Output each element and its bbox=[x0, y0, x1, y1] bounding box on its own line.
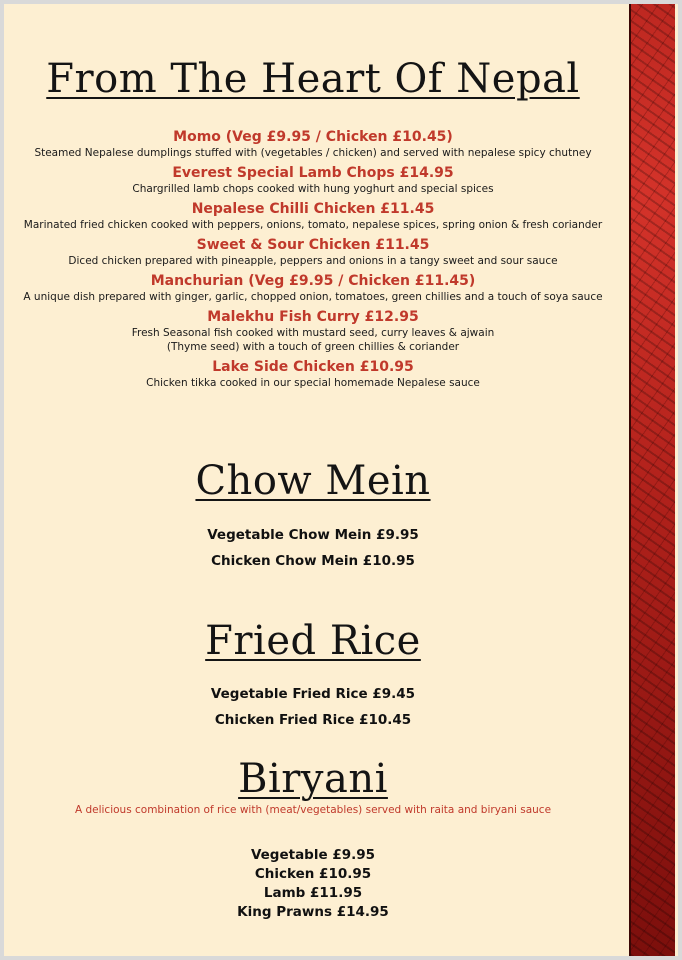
dish-name: Lake Side Chicken £10.95 bbox=[212, 359, 414, 375]
chow-mein-list bbox=[4, 522, 622, 574]
biryani-description: A delicious combination of rice with (meat/vegetables) served with raita and biryani sauce bbox=[74, 804, 552, 816]
menu-item: Vegetable Fried Rice £9.45 bbox=[210, 686, 416, 702]
menu-item: Vegetable £9.95 bbox=[250, 847, 376, 863]
fried-rice-list bbox=[4, 681, 622, 733]
dish-description: Steamed Nepalese dumplings stuffed with (vegetables / chicken) and served with nepalese spicy chutney bbox=[34, 147, 592, 159]
dish-item bbox=[4, 236, 622, 268]
dish-name: Nepalese Chilli Chicken £11.45 bbox=[191, 201, 435, 217]
dish-item bbox=[4, 164, 622, 196]
dish-item bbox=[4, 358, 622, 390]
dish-description: (Thyme seed) with a touch of green chillies & coriander bbox=[166, 341, 460, 353]
dish-description: A unique dish prepared with ginger, garlic, chopped onion, tomatoes, green chillies and a touch of soya sauce bbox=[23, 291, 603, 303]
menu-item: Vegetable Chow Mein £9.95 bbox=[207, 527, 419, 543]
section-title-fried-rice: Fried Rice bbox=[205, 618, 421, 664]
dish-description: Chicken tikka cooked in our special homemade Nepalese sauce bbox=[146, 377, 480, 389]
menu-item: Chicken Fried Rice £10.45 bbox=[214, 712, 412, 728]
dish-item bbox=[4, 272, 622, 304]
menu-page bbox=[4, 4, 678, 956]
dish-description: Marinated fried chicken cooked with peppers, onions, tomato, nepalese spices, spring onion & fresh coriander bbox=[23, 219, 603, 231]
dish-name: Manchurian (Veg £9.95 / Chicken £11.45) bbox=[150, 273, 476, 289]
dish-description: Chargrilled lamb chops cooked with hung yoghurt and special spices bbox=[132, 183, 494, 195]
menu-item: King Prawns £14.95 bbox=[237, 904, 389, 920]
section-title-biryani: Biryani bbox=[238, 756, 388, 802]
menu-item: Lamb £11.95 bbox=[263, 885, 363, 901]
section-title-chow-mein: Chow Mein bbox=[195, 458, 431, 504]
dish-item bbox=[4, 308, 622, 354]
dish-name: Momo (Veg £9.95 / Chicken £10.45) bbox=[173, 129, 453, 145]
menu-item: Chicken Chow Mein £10.95 bbox=[211, 553, 415, 569]
dish-description: Diced chicken prepared with pineapple, peppers and onions in a tangy sweet and sour sauce bbox=[68, 255, 558, 267]
biryani-list bbox=[4, 846, 622, 922]
dish-item bbox=[4, 200, 622, 232]
section-title-nepal: From The Heart Of Nepal bbox=[46, 56, 580, 102]
nepal-dish-list bbox=[4, 128, 622, 394]
decorative-red-border bbox=[629, 4, 675, 956]
dish-item bbox=[4, 128, 622, 160]
dish-name: Everest Special Lamb Chops £14.95 bbox=[172, 165, 454, 181]
dish-name: Malekhu Fish Curry £12.95 bbox=[207, 309, 419, 325]
dish-description: Fresh Seasonal fish cooked with mustard seed, curry leaves & ajwain bbox=[131, 327, 495, 339]
dish-name: Sweet & Sour Chicken £11.45 bbox=[196, 237, 430, 253]
menu-item: Chicken £10.95 bbox=[254, 866, 372, 882]
